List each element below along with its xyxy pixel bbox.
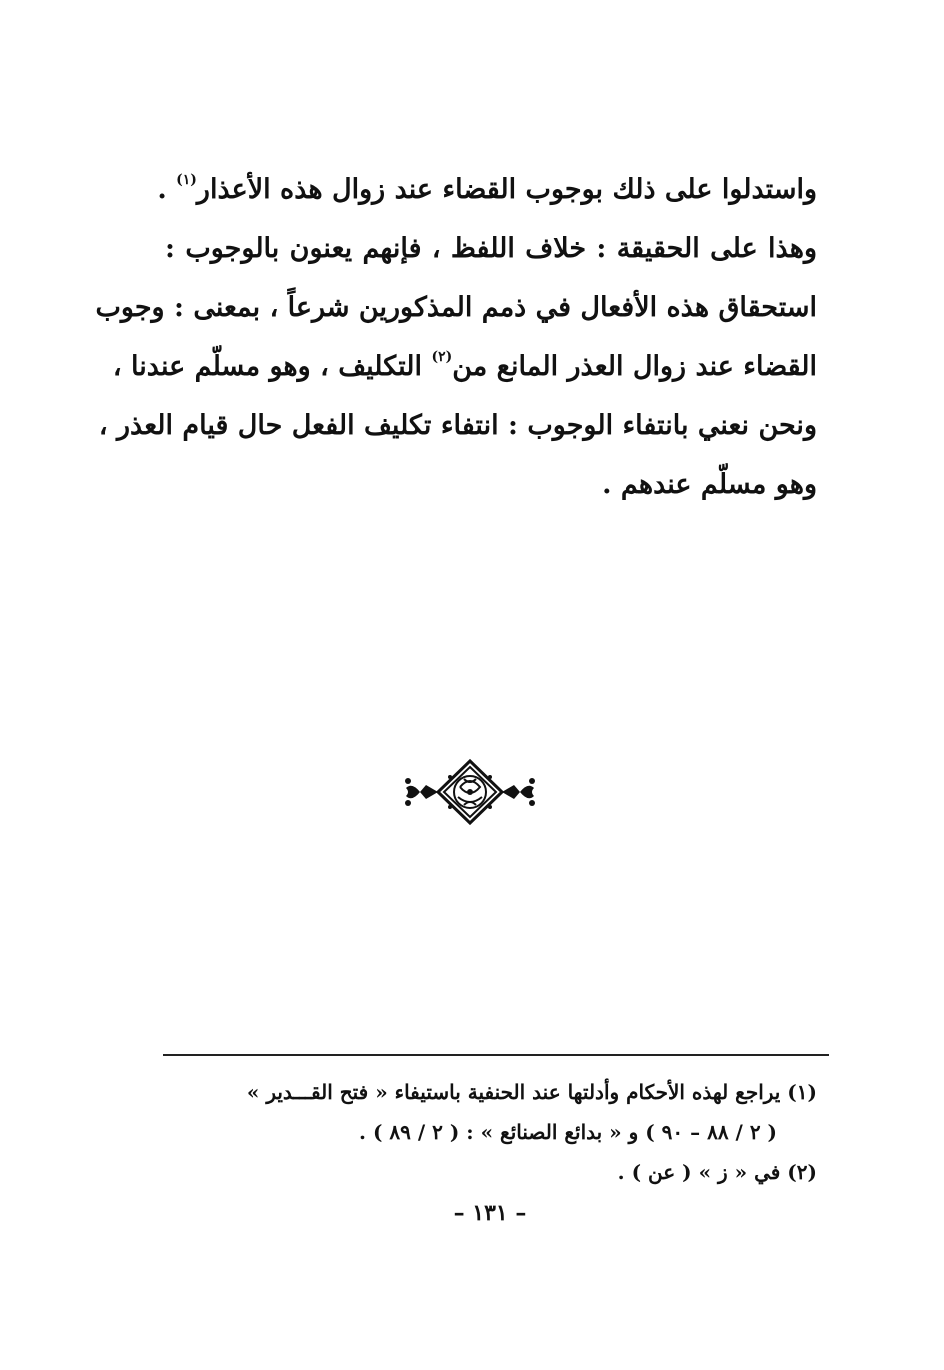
footnote-1-line-2: ( ٢ / ٨٨ – ٩٠ ) و « بدائع الصنائع » : ( ٢ / ٨٩ ) .: [359, 1120, 777, 1144]
text-line-5: ونحن نعني بانتفاء الوجوب : انتفاء تكليف الفعل حال قيام العذر ،: [98, 410, 817, 441]
page-number: – ١٣١ –: [453, 1200, 527, 1226]
text-line-2: وهذا على الحقيقة : خلاف اللفظ ، فإنهم يعنون بالوجوب :: [165, 233, 817, 264]
section-ornament-icon: [398, 757, 542, 827]
footnote-marker-1: (١): [176, 172, 197, 188]
text-line-1: واستدلوا على ذلك بوجوب القضاء عند زوال هذه الأعذار: [196, 174, 817, 205]
text-line: [157, 160, 817, 219]
footnote-marker-2: (٢): [431, 349, 453, 365]
text-line-4: القضاء عند زوال العذر المانع من: [452, 351, 817, 382]
footnote-separator: [163, 1054, 829, 1056]
main-text: [95, 160, 817, 514]
footnote-2: (٢) في « ز » ( عن ) .: [617, 1160, 817, 1184]
text-line-3: استحقاق هذه الأفعال في ذمم المذكورين شرعاً ، بمعنى : وجوب: [95, 292, 817, 323]
text-line-4-end: التكليف ، وهو مسلّم عندنا ،: [112, 351, 432, 382]
text-line-6: وهو مسلّم عندهم .: [602, 469, 817, 500]
footnote-1-line-1: (١) يراجع لهذه الأحكام وأدلتها عند الحنفية باستيفاء « فتح القـــدير »: [246, 1080, 817, 1104]
footnotes: [165, 1072, 817, 1192]
text-line: [165, 219, 817, 278]
text-line: [98, 396, 817, 455]
text-line-1-end: .: [157, 174, 177, 205]
text-line: [112, 337, 817, 396]
text-line: [95, 278, 817, 337]
text-line: [165, 455, 817, 514]
